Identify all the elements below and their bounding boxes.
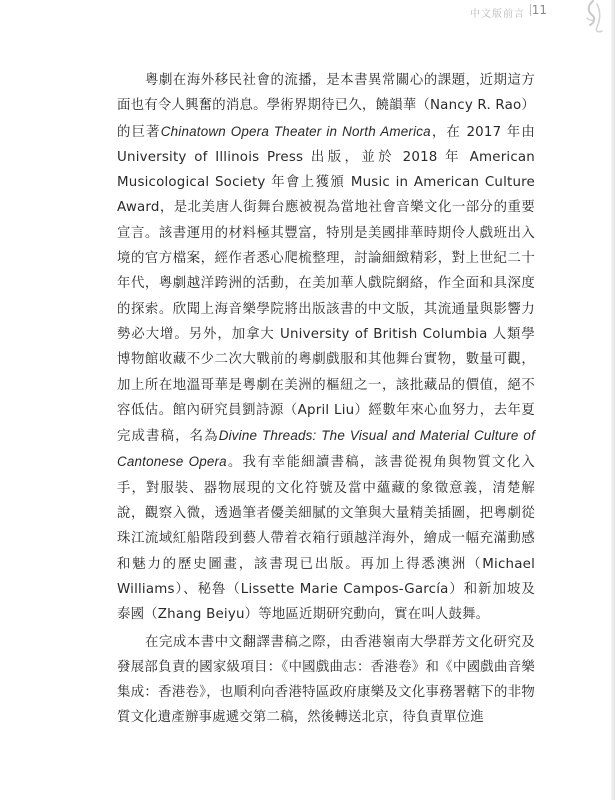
text-segment: 。我有幸能細讀書稿，該書從視角與物質文化入手，對服裝、器物展現的文化符號及當中蘊藏的象徵意義，清楚解說，觀察入微，透過筆者優美細膩的文筆與大量精美插圖，把粵劇從珠江流域紅船階段到藝人帶着衣箱行頭越洋海外，繪成一幅充滿動感和魅力的歷史圖畫，該書現已出版。再加上得悉澳洲（Michael Williams）、秘魯（Lissette Marie Campos-García）和新加坡及泰國（Zhang Beiyu）等地區近期研究動向，實在叫人鼓舞。 (117, 455, 535, 623)
body-text (117, 68, 535, 731)
text-segment: 在完成本書中文翻譯書稿之際，由香港嶺南大學群芳文化研究及發展部負責的國家級項目：《中國戲曲志：香港卷》和《中國戲曲音樂集成：香港卷》，也順利向香港特區政府康樂及文化事務署轄下的非物質文化遺產辦事處遞交第二稿，然後轉送北京，待負責單位進 (117, 634, 535, 726)
page-number: 11 (531, 3, 547, 17)
text-segment: ，在 2017 年由 University of Illinois Press 出版，並於 2018 年 American Musicological Society 年會上獲頒 Music in American Culture Award，是北美唐人街舞台應被視為當地社會音樂文化一部分的重要宣言。該書運用的材料極其豐富，特別是美國排華時期伶人戲班出入境的官方檔案，經作者悉心爬梳整理，討論細緻精彩，對上世紀二十年代，粵劇越洋跨洲的活動，在美加華人戲院網絡，作全面和具深度的探索。欣聞上海音樂學院將出版該書的中文版，其流通量與影響力勢必大增。另外，加拿大 University of British Columbia 人類學博物館收藏不少二次大戰前的粵劇戲服和其他舞台實物，數量可觀，加上所在地溫哥華是粵劇在美洲的樞紐之一，該批藏品的價值，絕不容低估。館內研究員劉詩源（April Liu）經數年來心血努力，去年夏完成書稿，名為 (117, 124, 535, 445)
book-title-divine-threads: Divine Threads: The Visual and Material Culture of Cantonese Opera (117, 428, 535, 470)
text-segment: 粵劇在海外移民社會的流播，是本書異常關心的課題，近期這方面也有令人興奮的消息。學術界期待已久，饒韻華（Nancy R. Rao）的巨著 (117, 73, 535, 140)
calligraphy-ornament-icon (581, 0, 607, 34)
page-edge (611, 0, 615, 800)
book-title-chinatown-opera: Chinatown Opera Theater in North America (160, 123, 431, 139)
paragraph-2 (117, 630, 535, 731)
paragraph-1 (117, 68, 535, 628)
running-title: 中文版前言 (470, 9, 525, 20)
running-header (0, 0, 615, 22)
